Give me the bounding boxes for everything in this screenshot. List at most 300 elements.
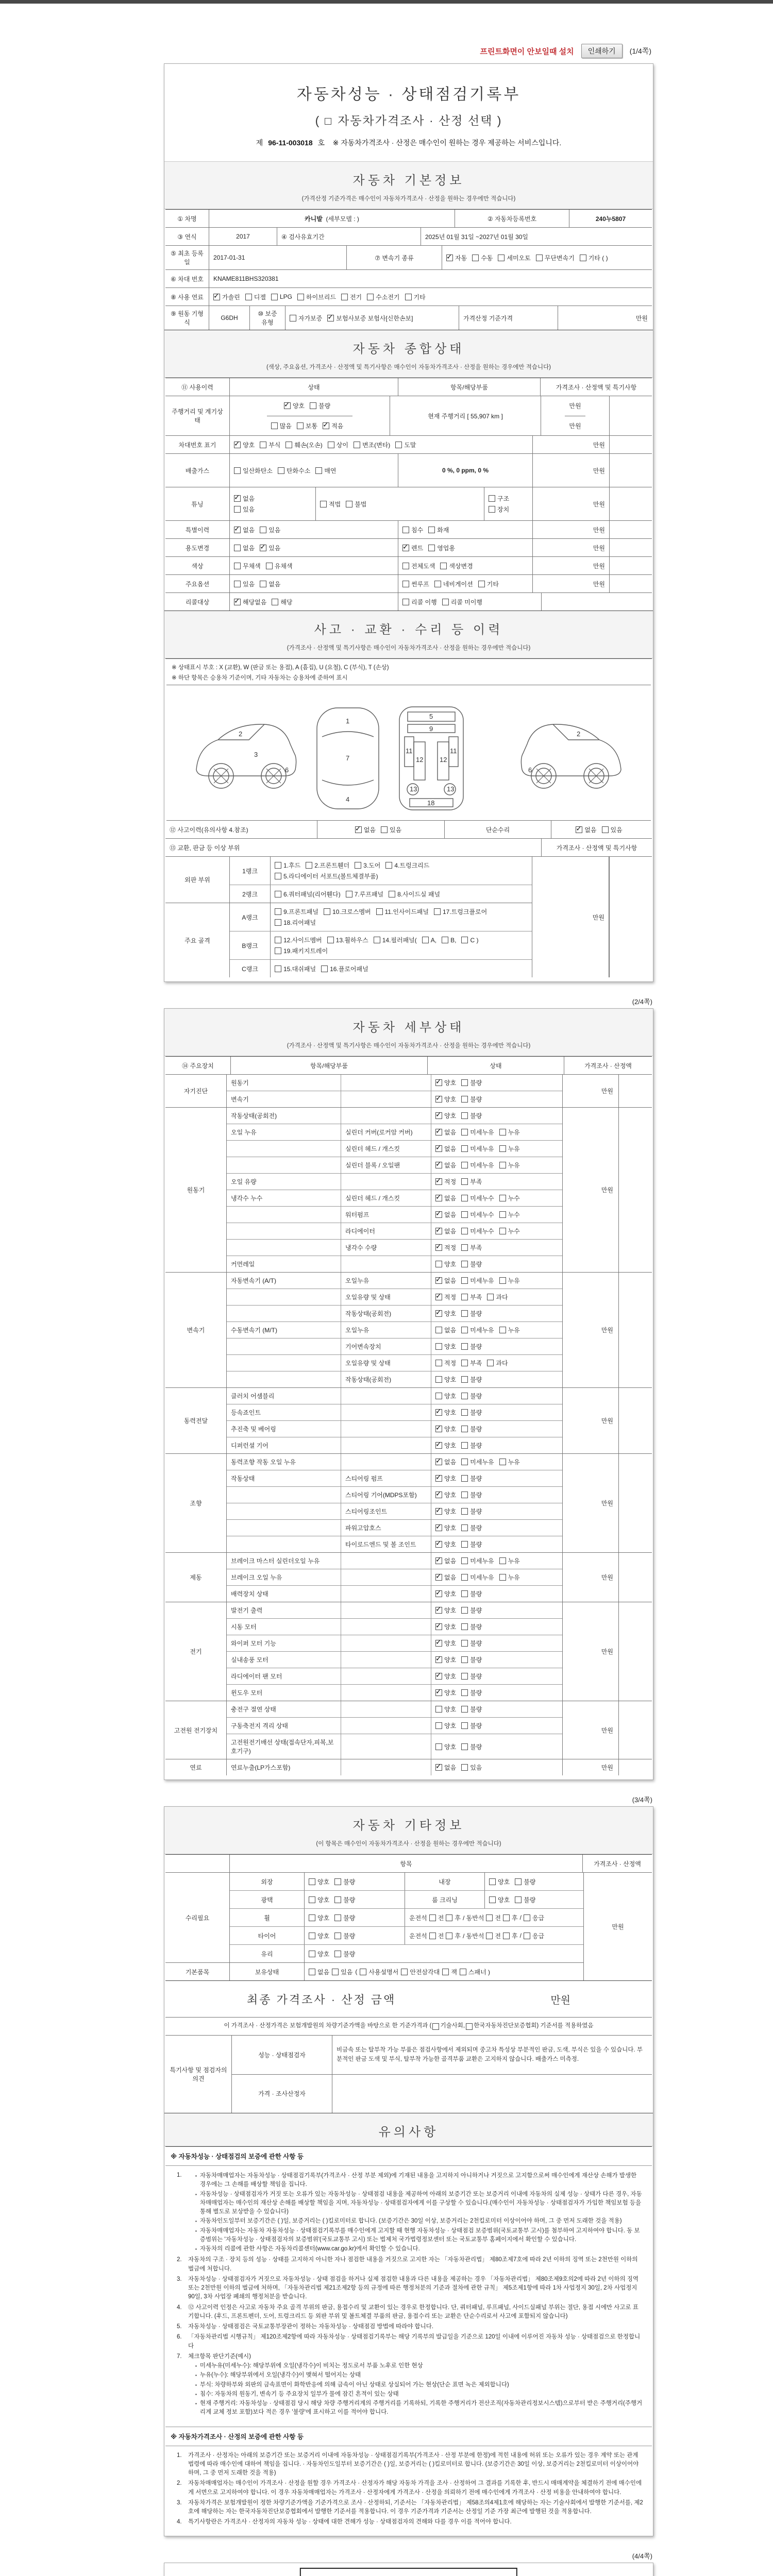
checkbox[interactable] bbox=[367, 294, 374, 300]
sub-item-label: 기어변속장치 bbox=[341, 1338, 431, 1354]
option-label: 불량 bbox=[470, 1112, 482, 1120]
checkbox[interactable] bbox=[402, 581, 409, 587]
checkbox[interactable] bbox=[323, 422, 329, 429]
checkbox[interactable] bbox=[435, 1640, 442, 1647]
checkbox[interactable] bbox=[489, 506, 495, 513]
checkbox[interactable] bbox=[515, 1896, 522, 1903]
checkbox[interactable] bbox=[499, 1327, 506, 1333]
part-label: A, bbox=[430, 936, 437, 944]
checkbox[interactable] bbox=[461, 1426, 468, 1432]
checkbox[interactable] bbox=[374, 937, 380, 943]
checkbox[interactable] bbox=[435, 1656, 442, 1663]
notice-item-subs bbox=[188, 2362, 644, 2417]
checkbox[interactable] bbox=[524, 1914, 530, 1921]
checkbox[interactable] bbox=[435, 1764, 442, 1771]
checkbox[interactable] bbox=[435, 1706, 442, 1713]
option-label: 누수 bbox=[508, 1195, 520, 1202]
option-label: 없음 bbox=[444, 1145, 457, 1153]
checkbox[interactable] bbox=[435, 1162, 442, 1168]
device-rows bbox=[227, 1273, 562, 1387]
checkbox[interactable] bbox=[334, 1896, 341, 1903]
device-group-label: 제동 bbox=[165, 1553, 227, 1602]
checkbox[interactable] bbox=[461, 1327, 468, 1333]
comprehensive-table bbox=[165, 378, 652, 611]
checkbox[interactable] bbox=[234, 506, 241, 513]
checkbox[interactable] bbox=[461, 1475, 468, 1482]
checkbox[interactable] bbox=[321, 965, 328, 972]
checkbox[interactable] bbox=[499, 1228, 506, 1234]
checkbox[interactable] bbox=[315, 467, 322, 474]
checkbox[interactable] bbox=[461, 1277, 468, 1284]
checkbox[interactable] bbox=[429, 1914, 436, 1921]
checkbox[interactable] bbox=[309, 1878, 315, 1885]
option-label: 양호 bbox=[444, 1722, 457, 1730]
checkbox[interactable] bbox=[435, 1442, 442, 1449]
checkbox[interactable] bbox=[461, 1376, 468, 1383]
checkbox[interactable] bbox=[446, 255, 453, 261]
option bbox=[446, 253, 467, 262]
checkbox[interactable] bbox=[461, 1129, 468, 1136]
checkbox[interactable] bbox=[489, 1878, 496, 1885]
checkbox[interactable] bbox=[489, 1896, 496, 1903]
checkbox[interactable] bbox=[461, 937, 468, 943]
document-title: 자동차성능 · 상태점검기록부 bbox=[296, 86, 521, 103]
checkbox[interactable] bbox=[346, 891, 352, 897]
option-label: 디젤 bbox=[254, 293, 266, 301]
checkbox[interactable] bbox=[461, 1360, 468, 1366]
price-unit: 만원 bbox=[533, 436, 610, 453]
checkbox[interactable] bbox=[435, 1623, 442, 1630]
section-other-title: 자동차 기타정보 bbox=[352, 1819, 465, 1833]
checkbox[interactable] bbox=[461, 1743, 468, 1750]
usage-change-options bbox=[234, 543, 285, 553]
checkbox[interactable] bbox=[309, 1896, 315, 1903]
checkbox[interactable] bbox=[324, 908, 330, 915]
checkbox[interactable] bbox=[434, 581, 441, 587]
checkbox[interactable] bbox=[284, 402, 291, 409]
checkbox[interactable] bbox=[461, 1524, 468, 1531]
checkbox[interactable] bbox=[461, 1607, 468, 1614]
state-options bbox=[431, 1652, 562, 1668]
checkbox[interactable] bbox=[461, 1508, 468, 1515]
checkbox[interactable] bbox=[435, 1310, 442, 1317]
checkbox[interactable] bbox=[442, 937, 448, 943]
checkbox[interactable] bbox=[489, 495, 495, 502]
checkbox[interactable] bbox=[461, 1706, 468, 1713]
checkbox[interactable] bbox=[435, 1541, 442, 1548]
state-options bbox=[431, 1602, 562, 1618]
checkbox[interactable] bbox=[334, 1914, 341, 1921]
checkbox[interactable] bbox=[576, 826, 582, 833]
option-label: 리콜 이행 bbox=[411, 598, 437, 606]
checkbox[interactable] bbox=[435, 1459, 442, 1465]
appraiser-opinion-label: 가격 · 조사산정자 bbox=[232, 2075, 332, 2113]
checkbox[interactable] bbox=[309, 1969, 315, 1975]
checkbox[interactable] bbox=[234, 545, 241, 551]
checkbox[interactable] bbox=[461, 1178, 468, 1185]
checkbox[interactable] bbox=[422, 937, 429, 943]
state-options bbox=[489, 1876, 541, 1887]
item-label: 와이퍼 모터 기능 bbox=[231, 1640, 276, 1647]
checkbox[interactable] bbox=[327, 937, 334, 943]
checkbox[interactable] bbox=[435, 1228, 442, 1234]
notice-item bbox=[177, 2303, 644, 2321]
checkbox[interactable] bbox=[499, 1129, 506, 1136]
checkbox[interactable] bbox=[435, 1409, 442, 1416]
checkbox[interactable] bbox=[402, 563, 409, 569]
tuning-legal-options bbox=[320, 499, 372, 510]
engine-type-label: ⑨ 원동 기형식 bbox=[165, 306, 209, 330]
checkbox[interactable] bbox=[435, 1574, 442, 1581]
price-blank bbox=[618, 1075, 652, 1107]
checkbox[interactable] bbox=[435, 1743, 442, 1750]
checkbox[interactable] bbox=[435, 1261, 442, 1267]
checkbox[interactable] bbox=[435, 1327, 442, 1333]
checkbox[interactable] bbox=[435, 1426, 442, 1432]
checkbox[interactable] bbox=[435, 1508, 442, 1515]
state-options bbox=[431, 1421, 562, 1437]
price-unit: 만원 bbox=[562, 1108, 618, 1272]
checkbox[interactable] bbox=[435, 1673, 442, 1680]
checkbox[interactable] bbox=[328, 442, 334, 448]
checkbox[interactable] bbox=[435, 1211, 442, 1218]
checkbox[interactable] bbox=[271, 294, 278, 300]
checkbox[interactable] bbox=[461, 1310, 468, 1317]
checkbox[interactable] bbox=[402, 527, 409, 533]
checkbox[interactable] bbox=[461, 1673, 468, 1680]
blank-header bbox=[165, 1855, 230, 1872]
checkbox[interactable] bbox=[435, 1607, 442, 1614]
checkbox[interactable] bbox=[260, 527, 266, 533]
checkbox[interactable] bbox=[435, 1524, 442, 1531]
price-select-label: 자동차가격조사 · 산정 선택 bbox=[338, 114, 493, 127]
device-row bbox=[227, 1503, 562, 1519]
checkbox[interactable] bbox=[435, 1129, 442, 1136]
print-button[interactable]: 인쇄하기 bbox=[581, 44, 623, 58]
checkbox[interactable] bbox=[355, 826, 362, 833]
checkbox[interactable] bbox=[428, 527, 435, 533]
checkbox[interactable] bbox=[499, 1162, 506, 1168]
option-label: 있음 bbox=[390, 826, 402, 834]
checkbox[interactable] bbox=[503, 1914, 510, 1921]
checkbox[interactable] bbox=[234, 495, 241, 502]
checkbox[interactable] bbox=[536, 255, 543, 261]
checkbox[interactable] bbox=[297, 422, 304, 429]
checkbox[interactable] bbox=[461, 1409, 468, 1416]
checkbox[interactable] bbox=[442, 599, 449, 605]
checkbox[interactable] bbox=[213, 294, 220, 300]
price-blank bbox=[610, 521, 652, 538]
checkbox[interactable] bbox=[395, 442, 402, 448]
checkbox[interactable] bbox=[260, 581, 266, 587]
checkbox[interactable] bbox=[285, 442, 292, 448]
checkbox[interactable] bbox=[309, 1951, 315, 1957]
option-label: 불량 bbox=[470, 1722, 482, 1730]
checkbox[interactable] bbox=[446, 1914, 452, 1921]
checkbox[interactable] bbox=[271, 422, 278, 429]
checkbox[interactable] bbox=[435, 1360, 442, 1366]
checkbox[interactable] bbox=[435, 1195, 442, 1201]
checkbox[interactable] bbox=[310, 402, 316, 409]
checkbox[interactable] bbox=[234, 527, 241, 533]
checkbox[interactable] bbox=[499, 1195, 506, 1201]
simple-repair-label: 단순수리 bbox=[445, 821, 551, 838]
checkbox[interactable] bbox=[446, 1933, 452, 1939]
sub-item-label: 파워고압호스 bbox=[341, 1520, 431, 1536]
notice-item-number: 4. bbox=[177, 2519, 182, 2526]
checkbox[interactable] bbox=[309, 1914, 315, 1921]
checkbox[interactable] bbox=[499, 1459, 506, 1465]
device-row bbox=[227, 1684, 562, 1701]
checkbox[interactable] bbox=[435, 1294, 442, 1300]
checkbox[interactable] bbox=[401, 1969, 408, 1975]
checkbox[interactable] bbox=[334, 1878, 341, 1885]
checkbox[interactable] bbox=[580, 255, 586, 261]
checkbox[interactable] bbox=[461, 1574, 468, 1581]
checkbox[interactable] bbox=[297, 294, 304, 300]
checkbox[interactable] bbox=[389, 891, 395, 897]
diagram-number: 12 bbox=[440, 756, 447, 764]
checkbox[interactable] bbox=[402, 545, 409, 551]
checkbox[interactable] bbox=[461, 1623, 468, 1630]
checkbox[interactable] bbox=[499, 1277, 506, 1284]
checkbox[interactable] bbox=[434, 908, 441, 915]
device-group-label: 연료 bbox=[165, 1759, 227, 1775]
checkbox[interactable] bbox=[435, 1343, 442, 1350]
price-select-checkbox[interactable] bbox=[325, 118, 331, 125]
checkbox[interactable] bbox=[461, 1211, 468, 1218]
checkbox[interactable] bbox=[461, 1261, 468, 1267]
option-label: 누유 bbox=[508, 1557, 520, 1565]
checkbox[interactable] bbox=[290, 315, 296, 321]
checkbox[interactable] bbox=[461, 1590, 468, 1597]
sub-item-label: 워터펌프 bbox=[341, 1207, 431, 1223]
checkbox[interactable] bbox=[278, 467, 284, 474]
device-row bbox=[227, 1717, 562, 1734]
checkbox[interactable] bbox=[435, 1112, 442, 1119]
checkbox[interactable] bbox=[435, 1722, 442, 1729]
checkbox[interactable] bbox=[478, 581, 485, 587]
state-options bbox=[431, 1322, 562, 1338]
checkbox[interactable] bbox=[435, 1178, 442, 1185]
bullet-icon: ▪ bbox=[195, 2192, 197, 2197]
checkbox[interactable] bbox=[472, 255, 479, 261]
checkbox[interactable] bbox=[499, 1211, 506, 1218]
option-label: 누유 bbox=[508, 1145, 520, 1153]
checkbox[interactable] bbox=[275, 873, 281, 879]
checkbox[interactable] bbox=[332, 1969, 339, 1975]
checkbox[interactable] bbox=[503, 1933, 510, 1939]
checkbox[interactable] bbox=[460, 1969, 466, 1975]
checkbox[interactable] bbox=[461, 1079, 468, 1086]
checkbox[interactable] bbox=[376, 908, 383, 915]
checkbox[interactable] bbox=[234, 467, 241, 474]
checkbox[interactable] bbox=[341, 294, 348, 300]
checkbox[interactable] bbox=[428, 545, 435, 551]
checkbox[interactable] bbox=[245, 294, 252, 300]
checkbox[interactable] bbox=[461, 1294, 468, 1300]
checkbox[interactable] bbox=[461, 1343, 468, 1350]
device-row bbox=[227, 1569, 562, 1585]
checkbox[interactable] bbox=[334, 1951, 341, 1957]
option-label: 양호 bbox=[317, 1896, 330, 1904]
engine-type-value: G6DH bbox=[209, 306, 250, 330]
checkbox[interactable] bbox=[334, 1933, 341, 1939]
state-options bbox=[431, 1190, 562, 1206]
checkbox[interactable] bbox=[432, 2023, 439, 2030]
option-label: 해당 bbox=[280, 598, 293, 606]
checkbox[interactable] bbox=[435, 1145, 442, 1152]
checkbox[interactable] bbox=[260, 545, 266, 551]
checkbox[interactable] bbox=[360, 1969, 366, 1975]
state-options bbox=[431, 1718, 562, 1734]
checkbox[interactable] bbox=[405, 294, 412, 300]
checkbox[interactable] bbox=[435, 1079, 442, 1086]
option-label: / bbox=[519, 1914, 522, 1921]
option-label: 누유 bbox=[508, 1162, 520, 1169]
checkbox[interactable] bbox=[234, 581, 241, 587]
checkbox[interactable] bbox=[275, 947, 281, 954]
sub-item-label: 오일누유 bbox=[341, 1322, 431, 1338]
checkbox[interactable] bbox=[275, 965, 281, 972]
option-label: 색상변경 bbox=[449, 562, 473, 570]
option-label: 불량 bbox=[470, 1524, 482, 1532]
checkbox[interactable] bbox=[429, 1933, 436, 1939]
checkbox[interactable] bbox=[402, 599, 409, 605]
checkbox[interactable] bbox=[461, 1393, 468, 1399]
checkbox[interactable] bbox=[275, 919, 281, 926]
option-label: 매연 bbox=[324, 467, 337, 474]
checkbox[interactable] bbox=[272, 599, 278, 605]
checkbox[interactable] bbox=[346, 501, 352, 507]
checkbox[interactable] bbox=[461, 1764, 468, 1771]
checkbox[interactable] bbox=[260, 442, 266, 448]
section-detail-note: (가격조사 · 산정액 및 특기사항은 매수인이 자동차가격조사 · 산정을 원하는 경우에만 적습니다) bbox=[287, 1043, 531, 1049]
checkbox[interactable] bbox=[275, 908, 281, 915]
checkbox[interactable] bbox=[602, 826, 609, 833]
checkbox[interactable] bbox=[435, 1689, 442, 1696]
sub-item-label: 실린더 헤드 / 개스킷 bbox=[341, 1190, 431, 1206]
checkbox[interactable] bbox=[435, 1376, 442, 1383]
option-label: 양호 bbox=[444, 1079, 457, 1087]
checkbox[interactable] bbox=[461, 1689, 468, 1696]
checkbox[interactable] bbox=[461, 1492, 468, 1498]
checkbox[interactable] bbox=[435, 1590, 442, 1597]
item-label: 외장 bbox=[230, 1873, 305, 1890]
notice-sub-text: 현재 주행거리: 자동차성능 · 상태점검 당시 해당 차량 주행거리계의 주행거리를 기록하되, 기록한 주행거리가 전산조직(자동차관리정보시스템)으로부터 받은 주행거리(주행거리계 교체 정보 포함)보다 적은 경우 '불량'에 표시하고 이를 적어야 합니다. bbox=[199, 2400, 643, 2416]
checkbox[interactable] bbox=[435, 1096, 442, 1103]
rank2-items bbox=[275, 889, 445, 900]
checkbox[interactable] bbox=[381, 826, 388, 833]
checkbox[interactable] bbox=[461, 1557, 468, 1564]
checkbox[interactable] bbox=[306, 862, 312, 869]
checkbox[interactable] bbox=[461, 1442, 468, 1449]
checkbox[interactable] bbox=[320, 501, 327, 507]
checkbox[interactable] bbox=[499, 1557, 506, 1564]
price-unit: 만원 bbox=[533, 575, 610, 592]
basis-option-label: 한국자동차진단보증협회 bbox=[474, 2023, 537, 2029]
checkbox[interactable] bbox=[275, 862, 281, 869]
part-label: B, bbox=[450, 936, 457, 944]
checkbox[interactable] bbox=[486, 1933, 493, 1939]
checkbox[interactable] bbox=[461, 1541, 468, 1548]
checkbox[interactable] bbox=[385, 862, 392, 869]
sub-item-label: 오일누유 bbox=[341, 1273, 431, 1289]
checkbox[interactable] bbox=[234, 563, 241, 569]
diagram-number: 2 bbox=[577, 730, 581, 738]
checkbox[interactable] bbox=[435, 1277, 442, 1284]
checkbox[interactable] bbox=[461, 1722, 468, 1729]
checkbox[interactable] bbox=[354, 442, 360, 448]
price-unit: 만원 bbox=[562, 1273, 618, 1387]
checkbox[interactable] bbox=[461, 1244, 468, 1251]
valid-value: 2025년 01월 31일 ~2027년 01월 30일 bbox=[425, 233, 529, 241]
state-options bbox=[431, 1338, 562, 1354]
checkbox[interactable] bbox=[499, 1574, 506, 1581]
checkbox[interactable] bbox=[461, 1228, 468, 1234]
checkbox[interactable] bbox=[440, 563, 447, 569]
checkbox[interactable] bbox=[461, 1112, 468, 1119]
notice-item bbox=[177, 2518, 644, 2527]
option-label: 있음 bbox=[268, 526, 281, 534]
checkbox[interactable] bbox=[524, 1933, 530, 1939]
checkbox[interactable] bbox=[234, 599, 241, 605]
checkbox[interactable] bbox=[466, 2023, 473, 2030]
checkbox[interactable] bbox=[461, 1656, 468, 1663]
checkbox[interactable] bbox=[435, 1393, 442, 1399]
checkbox[interactable] bbox=[461, 1195, 468, 1201]
checkbox[interactable] bbox=[266, 563, 273, 569]
state-options bbox=[431, 1759, 562, 1775]
checkbox[interactable] bbox=[275, 937, 281, 943]
state-options bbox=[431, 1371, 562, 1387]
checkbox[interactable] bbox=[435, 1244, 442, 1251]
checkbox[interactable] bbox=[461, 1640, 468, 1647]
checkbox[interactable] bbox=[498, 255, 505, 261]
sub-item-label bbox=[341, 1602, 431, 1618]
checkbox[interactable] bbox=[435, 1492, 442, 1498]
option-label: 훼손(오손) bbox=[294, 441, 323, 449]
option-label: 전 bbox=[438, 1932, 444, 1940]
item-label bbox=[227, 1157, 341, 1173]
checkbox[interactable] bbox=[435, 1557, 442, 1564]
checkbox[interactable] bbox=[327, 315, 334, 321]
checkbox[interactable] bbox=[442, 1969, 449, 1975]
checkbox[interactable] bbox=[487, 1360, 494, 1366]
option-label: 누유 bbox=[508, 1327, 520, 1334]
checkbox[interactable] bbox=[435, 1475, 442, 1482]
checkbox[interactable] bbox=[499, 1145, 506, 1152]
checkbox[interactable] bbox=[234, 442, 241, 448]
bullet-icon: ▪ bbox=[195, 2219, 197, 2224]
checkbox[interactable] bbox=[515, 1878, 522, 1885]
device-row bbox=[227, 1404, 562, 1420]
checkbox[interactable] bbox=[461, 1096, 468, 1103]
page-indicator-1: (1/4쪽) bbox=[629, 47, 651, 55]
checkbox[interactable] bbox=[461, 1145, 468, 1152]
checkbox[interactable] bbox=[461, 1459, 468, 1465]
checkbox[interactable] bbox=[487, 1294, 494, 1300]
price-blank bbox=[610, 396, 652, 435]
checkbox[interactable] bbox=[309, 1933, 315, 1939]
checkbox[interactable] bbox=[355, 862, 361, 869]
install-notice[interactable]: 프린트화면이 안보일때 설치 bbox=[480, 47, 574, 56]
checkbox[interactable] bbox=[275, 891, 281, 897]
first-reg-label: ⑤ 최초 등록일 bbox=[165, 246, 209, 269]
checkbox[interactable] bbox=[461, 1162, 468, 1168]
checkbox[interactable] bbox=[486, 1914, 493, 1921]
part-label: 3.도어 bbox=[363, 862, 381, 869]
